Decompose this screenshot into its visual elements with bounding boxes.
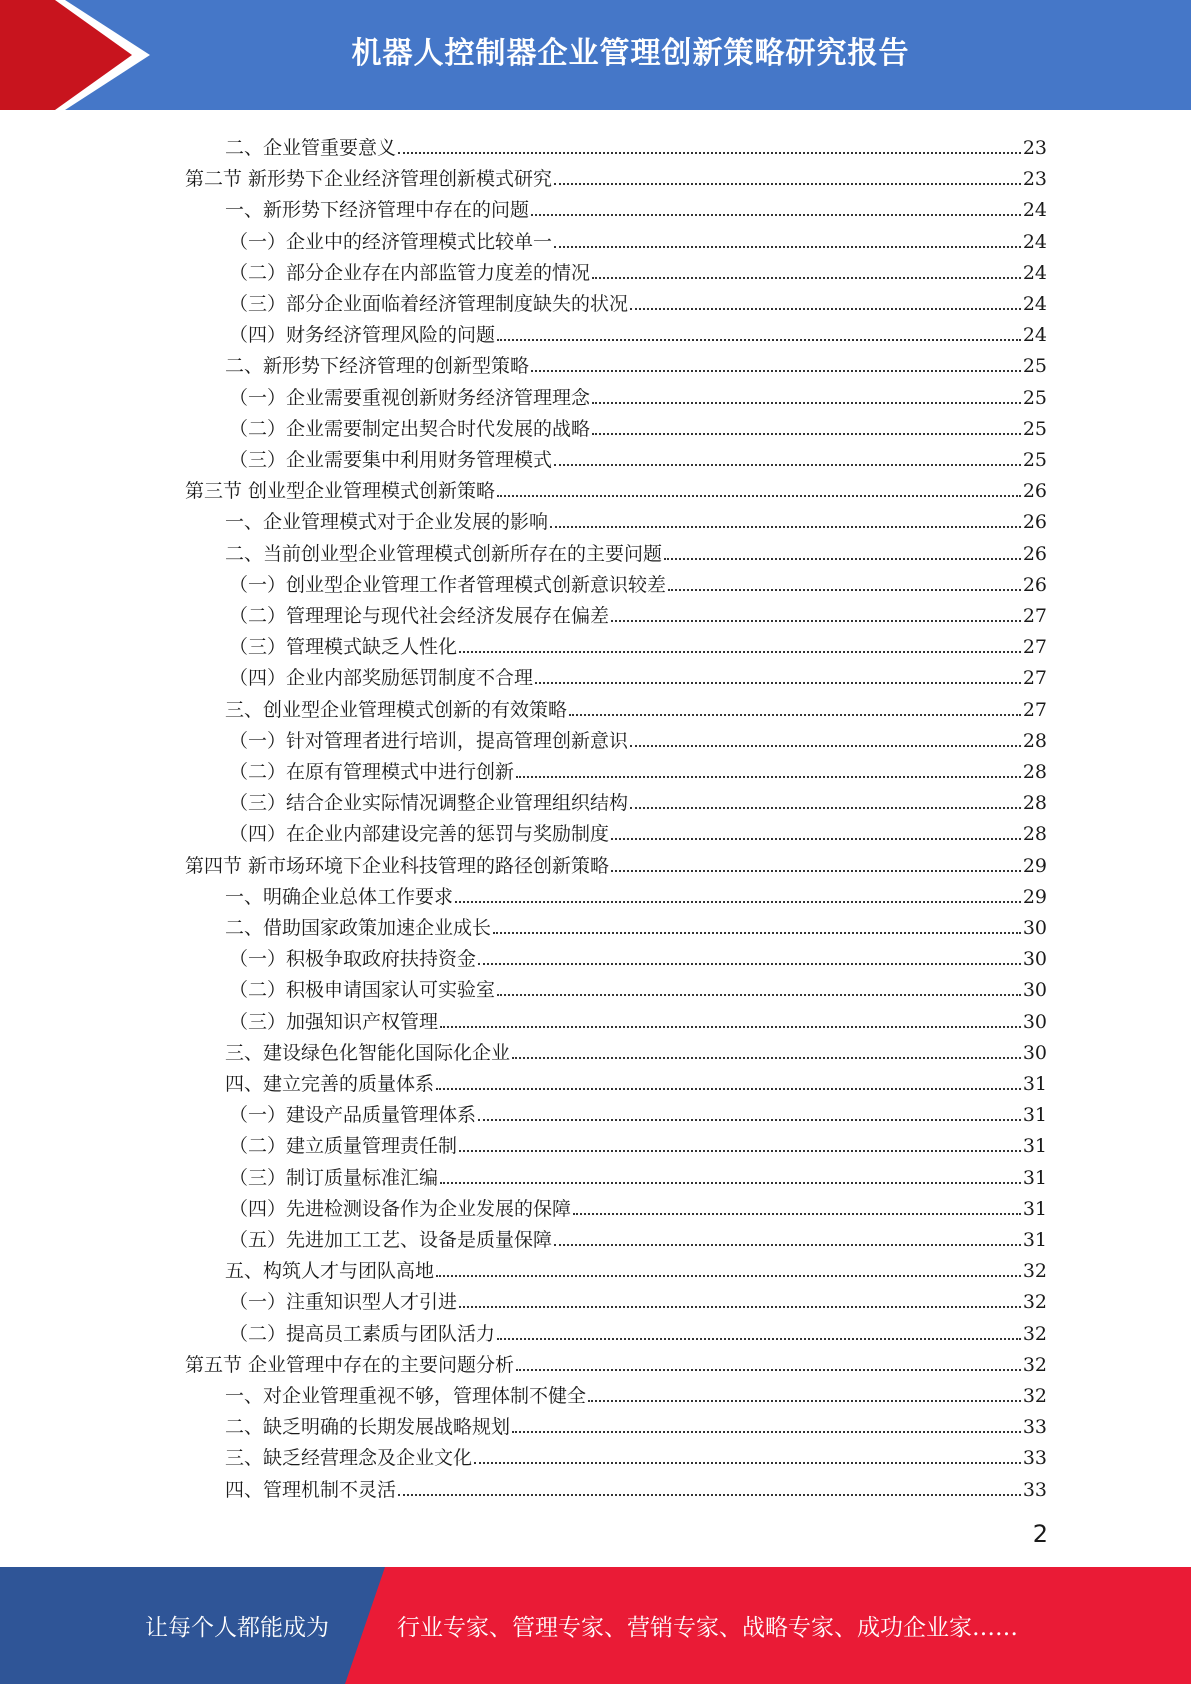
toc-entry-label: （二）积极申请国家认可实验室 <box>229 979 496 1002</box>
toc-dot-leader <box>459 651 1021 653</box>
toc-entry-page: 32 <box>1022 1385 1047 1407</box>
toc-dot-leader <box>436 1275 1021 1277</box>
chevron-arrow-icon <box>0 0 150 110</box>
toc-entry-label: （三）加强知识产权管理 <box>229 1010 439 1033</box>
toc-dot-leader <box>611 620 1021 622</box>
toc-entry-page: 28 <box>1022 729 1047 752</box>
toc-entry[interactable] <box>229 971 1047 1002</box>
toc-entry-label: 第三节 创业型企业管理模式创新策略 <box>185 480 496 503</box>
toc-entry-page: 26 <box>1022 573 1047 596</box>
toc-entry-label: （四）企业内部奖励惩罚制度不合理 <box>229 667 534 690</box>
toc-entry[interactable] <box>225 1065 1047 1096</box>
toc-entry[interactable] <box>229 1315 1047 1346</box>
toc-entry-label: （三）管理模式缺乏人性化 <box>229 636 458 659</box>
toc-entry[interactable] <box>225 1471 1047 1502</box>
toc-entry-label: （一）注重知识型人才引进 <box>229 1291 458 1314</box>
toc-entry-label: 三、创业型企业管理模式创新的有效策略 <box>225 698 568 721</box>
toc-entry-page: 31 <box>1022 1073 1047 1095</box>
toc-entry[interactable] <box>185 472 1047 503</box>
toc-dot-leader <box>493 932 1021 934</box>
toc-dot-leader <box>531 214 1021 216</box>
toc-entry-page: 27 <box>1022 636 1047 659</box>
toc-entry-label: （一）企业中的经济管理模式比较单一 <box>229 230 553 253</box>
toc-entry-page: 31 <box>1022 1197 1047 1220</box>
toc-entry-label: （一）企业需要重视创新财务经济管理理念 <box>229 386 591 409</box>
toc-entry[interactable] <box>185 1346 1047 1377</box>
toc-dot-leader <box>569 714 1021 716</box>
toc-dot-leader <box>630 807 1021 809</box>
toc-entry[interactable] <box>229 1159 1047 1190</box>
toc-entry-page: 33 <box>1022 1416 1047 1439</box>
toc-entry[interactable] <box>185 847 1047 878</box>
toc-entry-label: （一）建设产品质量管理体系 <box>229 1104 477 1127</box>
toc-entry[interactable] <box>225 878 1047 909</box>
toc-dot-leader <box>516 1369 1021 1371</box>
toc-entry-page: 30 <box>1022 979 1047 1002</box>
toc-entry-page: 23 <box>1022 168 1047 191</box>
toc-entry[interactable] <box>229 1127 1047 1158</box>
toc-dot-leader <box>398 1494 1021 1496</box>
toc-entry-page: 24 <box>1022 324 1047 347</box>
toc-dot-leader <box>611 870 1021 872</box>
toc-entry-page: 30 <box>1022 917 1047 939</box>
toc-entry-page: 33 <box>1022 1447 1047 1470</box>
toc-dot-leader <box>535 682 1021 684</box>
toc-dot-leader <box>668 589 1021 591</box>
toc-dot-leader <box>550 526 1021 528</box>
toc-entry-page: 29 <box>1022 885 1047 908</box>
toc-entry-label: （二）建立质量管理责任制 <box>229 1135 458 1158</box>
toc-dot-leader <box>398 152 1021 154</box>
toc-entry[interactable] <box>229 223 1047 254</box>
toc-entry-label: 四、建立完善的质量体系 <box>225 1073 435 1095</box>
toc-entry-page: 27 <box>1022 698 1047 721</box>
report-title: 机器人控制器企业管理创新策略研究报告 <box>351 36 910 71</box>
toc-entry-label: （二）管理理论与现代社会经济发展存在偏差 <box>229 605 610 627</box>
toc-entry-page: 25 <box>1022 386 1047 409</box>
toc-entry-label: （二）提高员工素质与团队活力 <box>229 1322 496 1345</box>
toc-entry-label: （四）在企业内部建设完善的惩罚与奖励制度 <box>229 823 610 846</box>
toc-entry[interactable] <box>229 1096 1047 1127</box>
toc-entry[interactable] <box>229 628 1047 659</box>
toc-entry-page: 26 <box>1022 542 1047 565</box>
toc-entry-label: （一）积极争取政府扶持资金 <box>229 948 477 971</box>
toc-entry[interactable] <box>225 1252 1047 1283</box>
page-number: 2 <box>1032 1520 1048 1548</box>
toc-entry[interactable] <box>225 347 1047 378</box>
toc-dot-leader <box>592 433 1021 435</box>
toc-entry-label: （三）制订质量标准汇编 <box>229 1166 439 1189</box>
toc-entry-page: 25 <box>1022 449 1047 471</box>
toc-entry[interactable] <box>229 784 1047 815</box>
toc-entry-label: 五、构筑人才与团队高地 <box>225 1260 435 1283</box>
toc-entry-page: 25 <box>1022 417 1047 440</box>
toc-entry-label: 二、当前创业型企业管理模式创新所存在的主要问题 <box>225 542 663 565</box>
toc-entry-page: 26 <box>1022 511 1047 534</box>
toc-dot-leader <box>440 1182 1021 1184</box>
toc-entry-label: （二）在原有管理模式中进行创新 <box>229 761 515 783</box>
toc-dot-leader <box>436 1088 1021 1090</box>
toc-entry-page: 33 <box>1022 1478 1047 1501</box>
toc-entry[interactable] <box>229 566 1047 597</box>
toc-entry[interactable] <box>229 379 1047 410</box>
toc-entry[interactable] <box>229 659 1047 690</box>
toc-entry-page: 29 <box>1022 854 1047 877</box>
toc-entry-label: 第五节 企业管理中存在的主要问题分析 <box>185 1353 515 1376</box>
toc-dot-leader <box>440 1026 1021 1028</box>
toc-entry-label: 一、新形势下经济管理中存在的问题 <box>225 199 530 222</box>
toc-entry-page: 28 <box>1022 761 1047 783</box>
toc-dot-leader <box>630 745 1021 747</box>
toc-entry-page: 32 <box>1022 1322 1047 1345</box>
toc-dot-leader <box>459 1150 1021 1152</box>
toc-entry-page: 32 <box>1022 1260 1047 1283</box>
toc-dot-leader <box>573 1213 1021 1215</box>
toc-dot-leader <box>512 1057 1021 1059</box>
toc-dot-leader <box>611 838 1021 840</box>
toc-dot-leader <box>554 464 1021 466</box>
toc-entry-label: 第二节 新形势下企业经济管理创新模式研究 <box>185 168 553 191</box>
toc-entry[interactable] <box>229 597 1047 628</box>
toc-entry[interactable] <box>229 254 1047 285</box>
toc-entry-label: （二）企业需要制定出契合时代发展的战略 <box>229 417 591 440</box>
toc-entry[interactable] <box>225 129 1047 160</box>
toc-dot-leader <box>455 901 1021 903</box>
toc-entry-page: 31 <box>1022 1135 1047 1158</box>
toc-entry-label: （三）结合企业实际情况调整企业管理组织结构 <box>229 792 629 815</box>
toc-dot-leader <box>497 339 1021 341</box>
toc-dot-leader <box>478 1119 1021 1121</box>
toc-entry-label: 二、企业管重要意义 <box>225 137 397 159</box>
toc-entry[interactable] <box>225 909 1047 940</box>
toc-dot-leader <box>592 277 1021 279</box>
toc-entry[interactable] <box>225 535 1047 566</box>
toc-entry[interactable] <box>229 1190 1047 1221</box>
toc-entry-page: 26 <box>1022 480 1047 503</box>
toc-entry-page: 28 <box>1022 792 1047 815</box>
toc-entry-page: 23 <box>1022 137 1047 159</box>
toc-entry-page: 30 <box>1022 1041 1047 1064</box>
toc-entry[interactable] <box>229 316 1047 347</box>
toc-entry[interactable] <box>229 722 1047 753</box>
toc-entry-label: （五）先进加工工艺、设备是质量保障 <box>229 1229 553 1251</box>
toc-entry-label: 二、新形势下经济管理的创新型策略 <box>225 355 530 378</box>
toc-entry-page: 24 <box>1022 293 1047 315</box>
toc-entry-label: （四）先进检测设备作为企业发展的保障 <box>229 1197 572 1220</box>
toc-entry-page: 32 <box>1022 1291 1047 1314</box>
footer-slogan-right: 行业专家、管理专家、营销专家、战略专家、成功企业家…… <box>397 1615 1018 1641</box>
toc-dot-leader <box>497 1338 1021 1340</box>
toc-entry-page: 31 <box>1022 1166 1047 1189</box>
toc-entry-label: （三）企业需要集中利用财务管理模式 <box>229 449 553 471</box>
toc-dot-leader <box>554 1244 1021 1246</box>
toc-dot-leader <box>531 370 1021 372</box>
toc-entry[interactable] <box>229 285 1047 316</box>
toc-entry[interactable] <box>229 410 1047 441</box>
toc-dot-leader <box>554 183 1021 185</box>
toc-entry-page: 24 <box>1022 261 1047 284</box>
toc-entry[interactable] <box>229 815 1047 846</box>
toc-entry[interactable] <box>225 691 1047 722</box>
toc-entry[interactable] <box>225 191 1047 222</box>
toc-entry-page: 28 <box>1022 823 1047 846</box>
toc-entry-page: 27 <box>1022 605 1047 627</box>
toc-entry-page: 24 <box>1022 230 1047 253</box>
toc-dot-leader <box>554 246 1021 248</box>
toc-entry-label: 四、管理机制不灵活 <box>225 1478 397 1501</box>
toc-entry-label: 二、缺乏明确的长期发展战略规划 <box>225 1416 511 1439</box>
toc-entry[interactable] <box>229 1283 1047 1314</box>
toc-entry-label: 二、借助国家政策加速企业成长 <box>225 917 492 939</box>
toc-dot-leader <box>459 1306 1021 1308</box>
toc-entry-page: 30 <box>1022 1010 1047 1033</box>
toc-dot-leader <box>516 776 1021 778</box>
toc-entry[interactable] <box>185 160 1047 191</box>
toc-entry-page: 24 <box>1022 199 1047 222</box>
toc-entry-label: （三）部分企业面临着经济管理制度缺失的状况 <box>229 293 629 315</box>
toc-entry-label: （四）财务经济管理风险的问题 <box>229 324 496 347</box>
toc-entry-label: 三、建设绿色化智能化国际化企业 <box>225 1041 511 1064</box>
toc-entry-label: 第四节 新市场环境下企业科技管理的路径创新策略 <box>185 854 610 877</box>
toc-entry[interactable] <box>225 1408 1047 1439</box>
toc-dot-leader <box>474 1462 1021 1464</box>
toc-entry-label: （一）针对管理者进行培训，提高管理创新意识 <box>229 729 629 752</box>
toc-dot-leader <box>512 1431 1021 1433</box>
toc-dot-leader <box>497 994 1021 996</box>
toc-entry[interactable] <box>229 940 1047 971</box>
footer-banner <box>0 1567 1191 1684</box>
toc-entry-page: 32 <box>1022 1353 1047 1376</box>
toc-entry-page: 31 <box>1022 1229 1047 1251</box>
toc-dot-leader <box>478 963 1021 965</box>
toc-entry-label: 一、对企业管理重视不够，管理体制不健全 <box>225 1385 587 1407</box>
toc-entry-label: （一）创业型企业管理工作者管理模式创新意识较差 <box>229 573 667 596</box>
toc-dot-leader <box>630 308 1021 310</box>
toc-entry-page: 30 <box>1022 948 1047 971</box>
toc-entry-label: 三、缺乏经营理念及企业文化 <box>225 1447 473 1470</box>
report-header <box>0 0 1191 110</box>
toc-entry[interactable] <box>229 753 1047 784</box>
toc-entry-page: 27 <box>1022 667 1047 690</box>
toc-dot-leader <box>592 402 1021 404</box>
toc-entry-label: 一、企业管理模式对于企业发展的影响 <box>225 511 549 534</box>
toc-entry-label: 一、明确企业总体工作要求 <box>225 885 454 908</box>
footer-slogan-left: 让每个人都能成为 <box>145 1615 329 1641</box>
toc-entry-page: 25 <box>1022 355 1047 378</box>
toc-entry[interactable] <box>229 1221 1047 1252</box>
toc-entry-label: （二）部分企业存在内部监管力度差的情况 <box>229 261 591 284</box>
toc-entry[interactable] <box>225 1034 1047 1065</box>
toc-entry[interactable] <box>225 1439 1047 1470</box>
toc-dot-leader <box>664 558 1021 560</box>
toc-entry-page: 31 <box>1022 1104 1047 1127</box>
toc-dot-leader <box>588 1400 1021 1402</box>
toc-entry[interactable] <box>225 1377 1047 1408</box>
toc-dot-leader <box>497 495 1021 497</box>
toc-entry[interactable] <box>225 503 1047 534</box>
toc-entry[interactable] <box>229 1003 1047 1034</box>
toc-entry[interactable] <box>229 441 1047 472</box>
